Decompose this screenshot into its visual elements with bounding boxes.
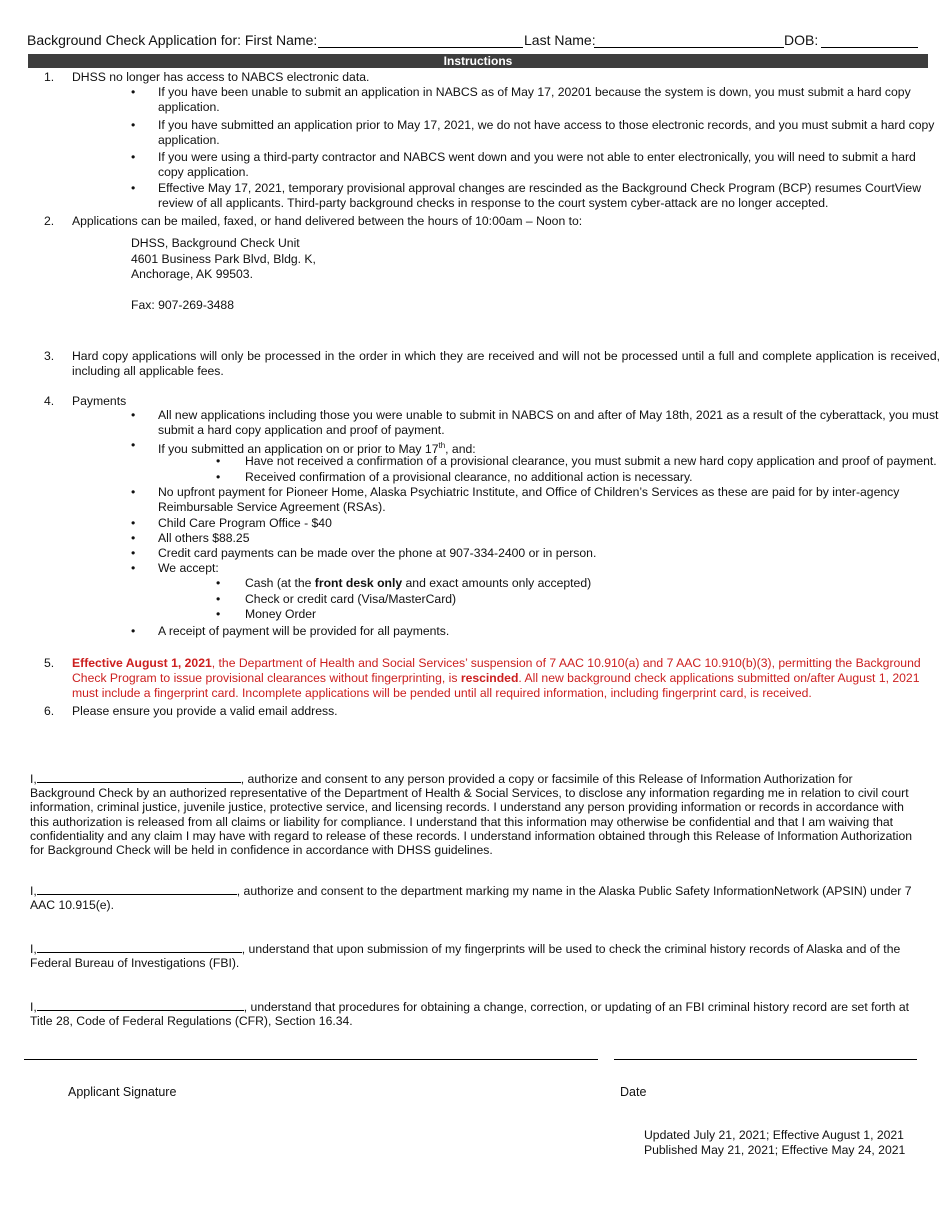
list-item: If you have been unable to submit an application in NABCS as of May 17, 20201 because the system is down, you must submit a hard copy application. [158,85,911,114]
first-name-label: Background Check Application for: First Name: [27,32,318,48]
dob-field[interactable] [821,47,918,48]
bullet-icon: • [131,516,136,530]
emphasis-text: rescinded [460,671,519,685]
list-item: Effective May 17, 2021, temporary provisional approval changes are rescinded as the Background Check Program (BCP) resumes CourtView review of all applicants. Third-party background checks in response to the court system cyber-attack are no longer accepted. [158,181,921,210]
list-item: All others $88.25 [158,531,250,545]
paragraph-text: , understand that procedures for obtaining a change, correction, or updating of an FBI criminal history record are set forth at Title 28, Code of Federal Regulations (CFR), Section 16.34. [30,1000,910,1029]
applicant-signature-label: Applicant Signature [68,1085,177,1099]
paragraph-text: , authorize and consent to the department marking my name in the Alaska Public Safety InformationNetwork (APSIN) under 7 AAC 10.915(e). [30,884,912,913]
emphasis-text: Effective August 1, 2021 [72,656,212,670]
list-item: Credit card payments can be made over the phone at 907-334-2400 or in person. [158,546,597,560]
list-item: All new applications including those you were unable to submit in NABCS on and after of May 18th, 2021 as a result of the cyberattack, you must submit a hard copy application and proof of payment. [158,408,939,437]
name-field[interactable] [37,941,242,953]
list-item-text: Cash (at the [245,576,315,590]
list-item [245,576,945,591]
updated-date: Updated July 21, 2021; Effective August 1, 2021 [644,1128,904,1142]
emphasis-text: front desk only [314,576,403,590]
list-item: We accept: [158,561,219,575]
paragraph-text: I, [30,1000,37,1014]
section-1-text: DHSS no longer has access to NABCS electronic data. [72,70,370,84]
name-field[interactable] [37,883,237,895]
fax-number: Fax: 907-269-3488 [131,298,234,312]
list-item: Check or credit card (Visa/MasterCard) [245,592,457,606]
paragraph-text: , understand that upon submission of my fingerprints will be used to check the criminal history records of Alaska and of the Federal Bureau of Investigations (FBI). [30,942,901,971]
date-label: Date [620,1085,647,1099]
list-item-text: If you submitted an application on or prior to May 17 [158,442,439,457]
list-item: Money Order [245,607,317,621]
bullet-icon: • [131,118,136,132]
section-4-text: Payments [72,394,127,408]
application-header [27,32,922,50]
list-item: Child Care Program Office - $40 [158,516,332,530]
paragraph-text: . All new background check applications submitted on/after August 1, 2021 must include a fingerprint card. Incomplete applications will be pended until all required information, including fingerprint card, is received. [72,671,920,700]
list-item: If you were using a third-party contractor and NABCS went down and you were not able to enter electronically, you will need to submit a hard copy application. [158,150,916,179]
release-authorization-paragraph [30,771,920,857]
bullet-icon: • [131,438,136,452]
bullet-icon: • [131,85,136,99]
section-4-number: 4. [44,394,55,408]
applicant-signature-line[interactable] [24,1059,598,1060]
fbi-record-paragraph [30,999,920,1028]
paragraph-text: I, [30,772,37,786]
section-3-number: 3. [44,349,55,363]
bullet-icon: • [131,150,136,164]
section-5-text [72,656,940,701]
last-name-label: Last Name: [524,32,596,48]
bullet-icon: • [131,546,136,560]
bullet-icon: • [131,485,136,499]
bullet-icon: • [131,181,136,195]
instructions-heading: Instructions [28,54,928,68]
list-item: Have not received a confirmation of a provisional clearance, you must submit a new hard copy application and proof of payment. [245,454,937,468]
apsin-consent-paragraph [30,883,920,912]
paragraph-text: , the Department of Health and Social Services’ suspension of 7 AAC 10.910(a) and 7 AAC 10.910(b)(3), permitting the Background Check Program to issue provisional clearances without fingerprinting, is [72,656,921,685]
dob-label: DOB: [784,32,819,48]
paragraph-text: , authorize and consent to any person provided a copy or facsimile of this Release of Information Authorization for Background Check by an authorized representative of the Department of Health & Social Services, to disclose any information regarding me in relation to civil court information, criminal justice, juvenile justice, protective service, and licensing records. I understand any person providing information or records in accordance with this authorization is released from all claims or liability for compliance. I understand that this information may otherwise be confidential and that I am waiving that confidentiality and any claim I may have with regard to release of these records. I understand information obtained through this Release of Information Authorization for Background Check will be held in confidence in accordance with DHSS guidelines. [30,772,913,858]
list-item: A receipt of payment will be provided for all payments. [158,624,450,638]
bullet-icon: • [131,408,136,422]
list-item: If you have submitted an application prior to May 17, 2021, we do not have access to those electronic records, and you must submit a hard copy application. [158,118,935,147]
section-6-number: 6. [44,704,55,718]
bullet-icon: • [216,470,221,484]
list-item-text: , and: [445,442,476,457]
name-field[interactable] [37,771,241,783]
section-3-text: Hard copy applications will only be processed in the order in which they are received and will not be processed until a full and complete application is received, including all applicable fees. [72,349,940,378]
bullet-icon: • [131,561,136,575]
list-item-text: and exact amounts only accepted) [402,576,592,590]
paragraph-text: I, [30,884,37,898]
bullet-icon: • [131,531,136,545]
first-name-field[interactable] [318,47,523,48]
address-line: Anchorage, AK 99503. [131,267,253,281]
ordinal-suffix: th [438,441,446,450]
bullet-icon: • [131,624,136,638]
bullet-icon: • [216,592,221,606]
mailing-address [131,236,316,283]
section-5-number: 5. [44,656,55,670]
bullet-icon: • [216,454,221,468]
list-item: No upfront payment for Pioneer Home, Alaska Psychiatric Institute, and Office of Children’s Services as these are paid for by inter-agency Reimbursable Service Agreement (RSAs). [158,485,900,514]
date-line[interactable] [614,1059,917,1060]
last-name-field[interactable] [594,47,784,48]
section-2-text: Applications can be mailed, faxed, or hand delivered between the hours of 10:00am – Noon to: [72,214,583,228]
published-date: Published May 21, 2021; Effective May 24, 2021 [644,1143,906,1157]
address-line: 4601 Business Park Blvd, Bldg. K, [131,251,316,266]
section-1-number: 1. [44,70,55,84]
address-line: DHSS, Background Check Unit [131,236,300,250]
name-field[interactable] [37,999,244,1011]
fingerprint-consent-paragraph [30,941,920,970]
paragraph-text: I, [30,942,37,956]
section-2-number: 2. [44,214,55,228]
bullet-icon: • [216,576,221,590]
section-6-text: Please ensure you provide a valid email address. [72,704,338,718]
bullet-icon: • [216,607,221,621]
list-item: Received confirmation of a provisional clearance, no additional action is necessary. [245,470,693,484]
